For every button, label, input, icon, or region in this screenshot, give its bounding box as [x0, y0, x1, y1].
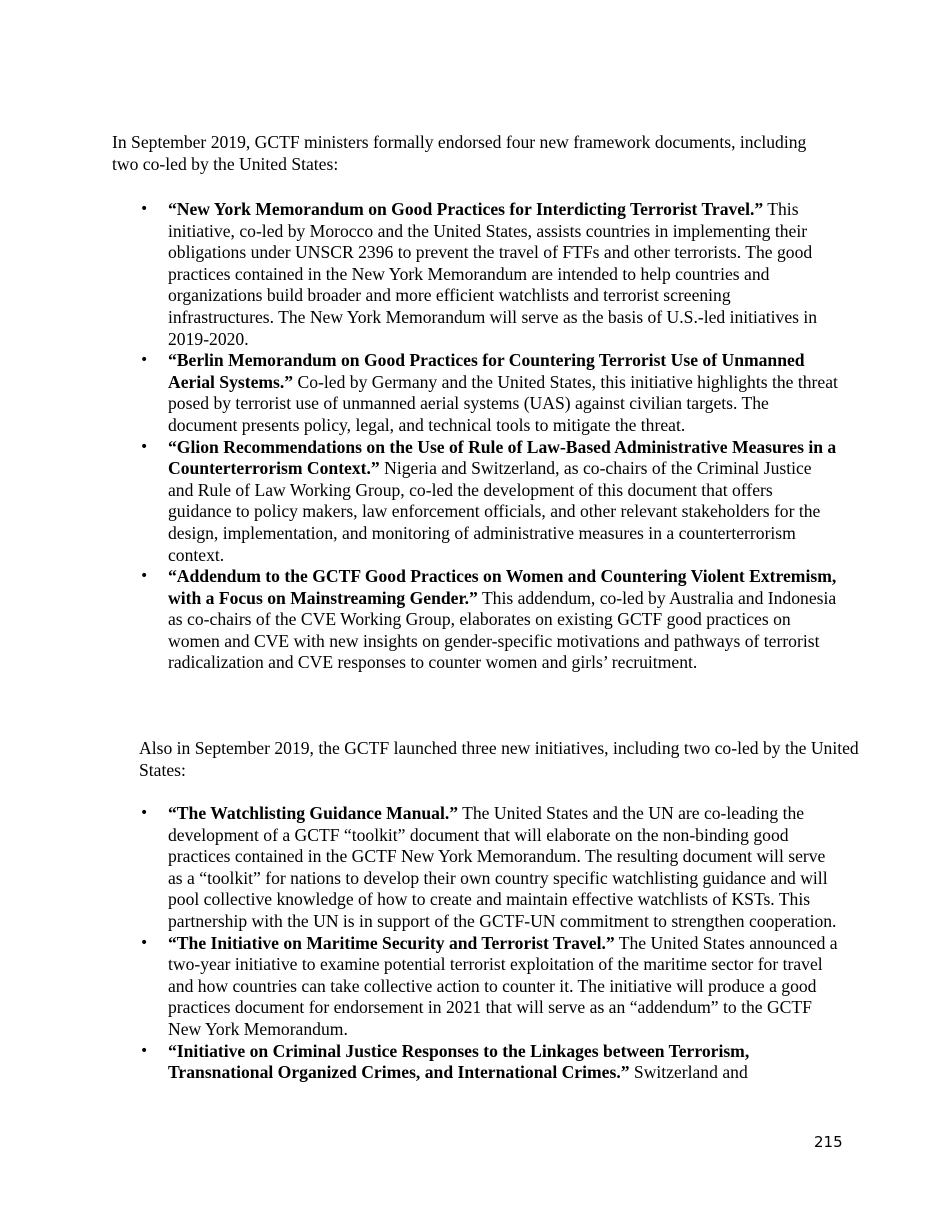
framework-documents-list — [0, 199, 838, 674]
list-item — [0, 199, 838, 350]
initiatives-intro-paragraph: Also in September 2019, the GCTF launched three new initiatives, including two co-led by the United States: — [139, 738, 859, 780]
bullet-icon: • — [140, 805, 149, 821]
list-item — [0, 1041, 838, 1084]
bullet-icon: • — [140, 352, 149, 369]
bullet-icon: • — [140, 1042, 149, 1059]
bullet-icon: • — [140, 934, 149, 951]
page-number: 215 — [814, 1133, 843, 1151]
list-item — [0, 350, 838, 436]
bullet-icon: • — [140, 201, 149, 217]
list-item — [0, 566, 838, 674]
bullet-icon: • — [140, 438, 149, 455]
item-title: “New York Memorandum on Good Practices for Interdicting Terrorist Travel.” — [168, 199, 764, 219]
item-title: “Berlin Memorandum on Good Practices for Countering Terrorist Use of Unmanned Aerial Systems.” — [168, 350, 805, 392]
item-body: Nigeria and Switzerland, as co-chairs of the Criminal Justice and Rule of Law Working Group, co-led the development of this document that offers guidance to policy makers, law enforcement officials, and other relevant stakeholders for the design, implementation, and monitoring of administrative measures in a counterterrorism context. — [168, 458, 821, 565]
item-title: “The Watchlisting Guidance Manual.” — [168, 803, 459, 823]
item-body: Co-led by Germany and the United States, this initiative highlights the threat posed by terrorist use of unmanned aerial systems (UAS) against civilian targets. The document presents policy, legal, and technical tools to mitigate the threat. — [168, 371, 838, 435]
item-body: This addendum, co-led by Australia and Indonesia as co-chairs of the CVE Working Group, elaborates on existing GCTF good practices on women and CVE with new insights on gender-specific motivations and pathways of terrorist radicalization and CVE responses to counter women and girls’ recruitment. — [168, 587, 837, 673]
list-item — [0, 437, 838, 567]
item-body: The United States announced a two-year initiative to examine potential terrorist exploitation of the maritime sector for travel and how countries can take collective action to counter it. The initiative will produce a good practices document for endorsement in 2021 that will serve as an “addendum” to the GCTF New York Memorandum. — [168, 932, 838, 1039]
item-body: Switzerland and — [629, 1062, 748, 1083]
bullet-icon: • — [140, 568, 149, 585]
initiatives-list — [0, 803, 838, 1084]
item-body: This initiative, co-led by Morocco and the United States, assists countries in implementing their obligations under UNSCR 2396 to prevent the travel of FTFs and other terrorists. The good practices contained in the New York Memorandum are intended to help countries and organizations build broader and more efficient watchlists and terrorist screening infrastructures. The New York Memorandum will serve as the basis of U.S.-led initiatives in 2019-2020. — [168, 199, 818, 349]
item-body: The United States and the UN are co-leading the development of a GCTF “toolkit” document that will elaborate on the non-binding good practices contained in the GCTF New York Memorandum. The resulting document will serve as a “toolkit” for nations to develop their own country specific watchlisting guidance and will pool collective knowledge of how to create and maintain effective watchlists of KSTs. This partnership with the UN is in support of the GCTF-UN commitment to strengthen cooperation. — [168, 803, 837, 931]
list-item — [0, 933, 838, 1041]
item-title: “Glion Recommendations on the Use of Rule of Law-Based Administrative Measures in a Counterterrorism Context.” — [168, 436, 837, 479]
item-title: “The Initiative on Maritime Security and Terrorist Travel.” — [168, 932, 615, 953]
item-title: “Initiative on Criminal Justice Responses to the Linkages between Terrorism, Transnational Organized Crimes, and International Crimes.” — [168, 1040, 750, 1083]
list-item — [0, 803, 838, 933]
intro-paragraph: In September 2019, GCTF ministers formally endorsed four new framework documents, including two co-led by the United States: — [112, 132, 807, 174]
item-title: “Addendum to the GCTF Good Practices on Women and Countering Violent Extremism, with a Focus on Mainstreaming Gender.” — [168, 566, 837, 608]
